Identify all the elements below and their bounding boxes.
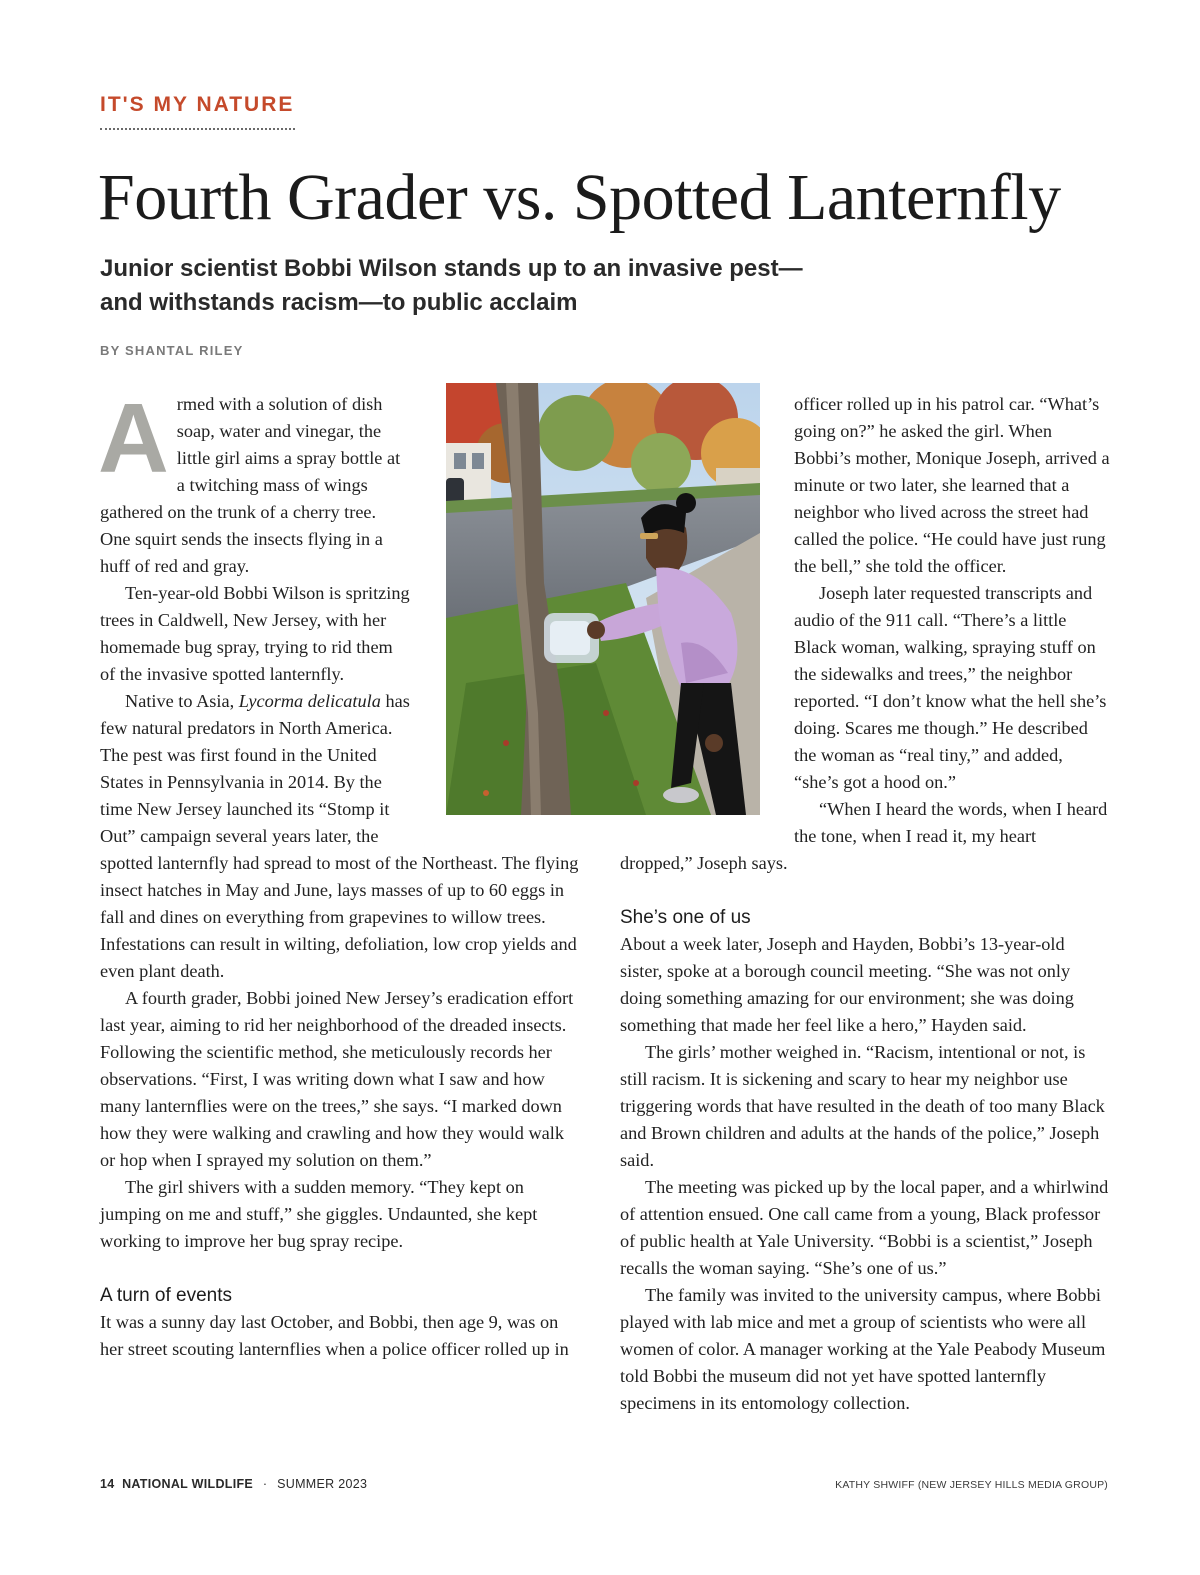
paragraph-4: A fourth grader, Bobbi joined New Jersey’s eradication effort last year, aiming to rid her neighborhood of the dreaded insects. Following the scientific method, she meticulously records her observations. “First, I was writing down what I saw and how many lanternflies were on the trees,” she says. “I marked down how they were walking and crawling and how they would walk or hop when I sprayed my solution on them.” [100,988,574,1170]
deck-line-1: Junior scientist Bobbi Wilson stands up to an invasive pest— [100,255,803,282]
article-column-right [620,391,1110,1417]
paragraph-6-text: It was a sunny day last October, and Bobbi, then age 9, was on her street scouting lanternflies when a police officer rolled up in [100,1312,569,1359]
paragraph-11: The meeting was picked up by the local paper, and a whirlwind of attention ensued. One call came from a young, Black professor of public health at Yale University. “Bobbi is a scientist,” Joseph recalls the woman saying. “She’s one of us.” [620,1177,1109,1278]
paragraph-7: Joseph later requested transcripts and audio of the 911 call. “There’s a little Black woman, walking, spraying stuff on the sidewalks and trees,” the neighbor reported. “I don’t know what the hell she’s doing. Scares me though.” He described the woman as “real tiny,” and added, “she’s got a hood on.” [794,583,1107,792]
issue-date: SUMMER 2023 [277,1477,368,1491]
paragraph-3-rest: has few natural predators in North America. The pest was first found in the United States in Pennsylvania in 2014. By the time New Jersey launched its “Stomp it Out” campaign several years later, the spotted lanternfly had spread to most of the Northeast. The flying insect hatches in May and June, lays masses of up to 60 eggs in fall and dines on everything from grapevines to willow trees. Infestations can result in wilting, defoliation, low crop yields and even plant death. [100,691,579,981]
section-kicker: IT'S MY NATURE [100,93,295,116]
byline: BY SHANTAL RILEY [100,343,244,358]
paragraph-5: The girl shivers with a sudden memory. “They kept on jumping on me and stuff,” she giggles. Undaunted, she kept working to improve her bug spray recipe. [100,1177,538,1251]
photo-credit: KATHY SHWIFF (NEW JERSEY HILLS MEDIA GROUP) [835,1479,1108,1491]
page-footer [100,1477,367,1491]
article-column-left [98,383,580,1363]
footer-separator: · [262,1477,268,1491]
subhead-shes-one-of-us: She’s one of us [620,907,751,928]
paragraph-2: Ten-year-old Bobbi Wilson is spritzing trees in Caldwell, New Jersey, with her homemade bug spray, trying to rid them of the invasive spotted lanternfly. [100,583,410,684]
headline: Fourth Grader vs. Spotted Lanternfly [98,161,1061,234]
paragraph-8: “When I heard the words, when I heard the tone, when I read it, my heart dropped,” Joseph says. [620,799,1108,873]
subhead-turn-of-events: A turn of events [100,1285,233,1306]
drop-cap: A [98,383,169,493]
paragraph-9: About a week later, Joseph and Hayden, Bobbi’s 13-year-old sister, spoke at a borough council meeting. “She was not only doing something amazing for our environment; she was doing something that made her feel like a hero,” Hayden said. [620,934,1074,1035]
deck-line-2: and withstands racism—to public acclaim [100,289,578,316]
paragraph-12: The family was invited to the university campus, where Bobbi played with lab mice and met a group of scientists who were all women of color. A manager working at the Yale Peabody Museum told Bobbi the museum did not yet have spotted lanternfly specimens in its entomology collection. [620,1285,1106,1413]
paragraph-1-text: rmed with a solution of dish soap, water and vinegar, the little girl aims a spray bottle at a twitching mass of wings gathered on the trunk of a cherry tree. One squirt sends the insects flying in a huff of red and gray. [100,394,401,576]
paragraph-6-continued: officer rolled up in his patrol car. “What’s going on?” he asked the girl. When Bobbi’s mother, Monique Joseph, arrived a minute or two later, she learned that a neighbor who lived across the street had called the police. “He could have just rung the bell,” she told the officer. [794,394,1110,576]
page-number: 14 [100,1477,115,1491]
species-name: Lycorma delicatula [238,691,381,711]
deck-subtitle [100,252,980,320]
kicker-dotted-rule [100,128,295,130]
paragraph-3-start: Native to Asia, [125,691,239,711]
magazine-name: NATIONAL WILDLIFE [122,1477,254,1491]
paragraph-10: The girls’ mother weighed in. “Racism, intentional or not, is still racism. It is sickening and scary to hear my neighbor use triggering words that have resulted in the death of too many Black and Brown children and adults at the hands of the police,” Joseph said. [620,1042,1105,1170]
paragraph-6-start [100,1309,580,1363]
